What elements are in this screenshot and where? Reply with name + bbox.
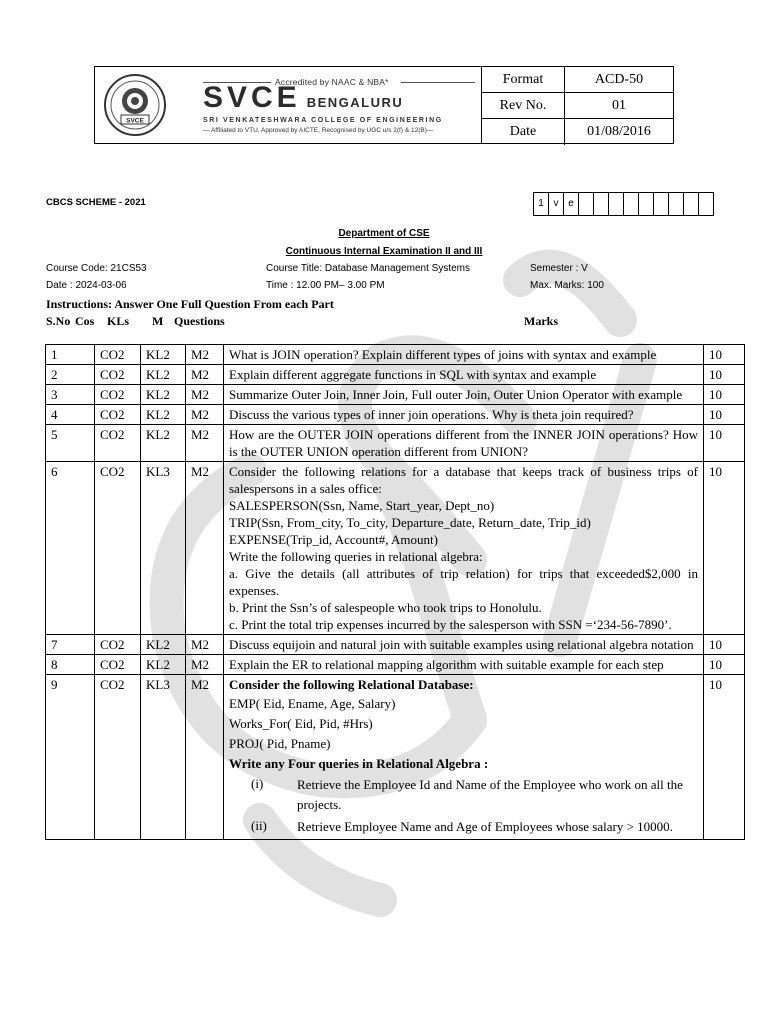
question-line: Consider the following relations for a database that keeps track of business trips of salespersons in a sales office:: [229, 464, 698, 496]
marks-cell: 10: [704, 462, 745, 635]
m-cell: M2: [186, 655, 224, 675]
usn-boxes[interactable]: [533, 192, 714, 216]
usn-box[interactable]: e: [564, 193, 579, 215]
table-row: [46, 365, 745, 385]
question-line: a. Give the details (all attributes of trip relation) for trips that exceeded$2,000 in expenses.: [229, 566, 698, 598]
question-heading: Consider the following Relational Database:: [229, 677, 474, 692]
relation-schema: EXPENSE(Trip_id, Account#, Amount): [229, 532, 438, 547]
kl-cell: KL3: [141, 675, 186, 840]
kl-cell: KL2: [141, 655, 186, 675]
usn-box[interactable]: [594, 193, 609, 215]
sno-cell: 6: [46, 462, 95, 635]
exam-time: Time : 12.00 PM– 3.00 PM: [266, 280, 385, 291]
college-name-row: [203, 83, 403, 113]
usn-box[interactable]: 1: [534, 193, 549, 215]
college-banner: [95, 67, 482, 143]
usn-box[interactable]: [639, 193, 654, 215]
column-header-cos: Cos: [75, 314, 95, 328]
table-row: [46, 675, 745, 840]
affiliation-text: — Affiliated to VTU, Approved by AICTE, Recognised by UGC u/s 2(f) & 12(B)—: [203, 127, 434, 134]
sno-cell: 7: [46, 635, 95, 655]
kl-cell: KL2: [141, 345, 186, 365]
table-row: [46, 345, 745, 365]
sno-cell: 3: [46, 385, 95, 405]
marks-cell: 10: [704, 365, 745, 385]
college-city: BENGALURU: [306, 95, 404, 110]
co-cell: CO2: [95, 385, 141, 405]
question-cell: [224, 462, 704, 635]
sno-cell: 1: [46, 345, 95, 365]
column-header-m: M: [152, 314, 164, 328]
m-cell: M2: [186, 365, 224, 385]
scheme-label: CBCS SCHEME - 2021: [46, 197, 146, 208]
college-full-name: SRI VENKATESHWARA COLLEGE OF ENGINEERING: [203, 117, 443, 124]
usn-box[interactable]: [699, 193, 713, 215]
svg-text:SVCE: SVCE: [126, 117, 144, 125]
sno-cell: 5: [46, 425, 95, 462]
question-line: b. Print the Ssn’s of salespeople who took trips to Honolulu.: [229, 600, 542, 615]
table-row: [46, 635, 745, 655]
item-number: (i): [251, 776, 264, 791]
date-value: 01/08/2016: [565, 119, 674, 146]
usn-box[interactable]: [669, 193, 684, 215]
kl-cell: KL2: [141, 635, 186, 655]
divider: [401, 82, 475, 83]
letterhead: [94, 66, 674, 144]
rev-value: 01: [565, 93, 674, 119]
table-row: [46, 385, 745, 405]
item-text: Retrieve the Employee Id and Name of the Employee who work on all the projects.: [297, 777, 683, 812]
rev-row: [482, 93, 673, 119]
format-row: [482, 67, 673, 93]
kl-cell: KL2: [141, 385, 186, 405]
item-text: Retrieve Employee Name and Age of Employees whose salary > 10000.: [297, 819, 673, 834]
question-line: c. Print the total trip expenses incurred by the salesperson with SSN =‘234-56-7890’.: [229, 617, 672, 632]
table-row: [46, 405, 745, 425]
m-cell: M2: [186, 462, 224, 635]
m-cell: M2: [186, 635, 224, 655]
format-label: Format: [482, 67, 565, 93]
list-item: [251, 817, 698, 837]
marks-cell: 10: [704, 425, 745, 462]
kl-cell: KL2: [141, 425, 186, 462]
rev-label: Rev No.: [482, 93, 565, 119]
sno-cell: 9: [46, 675, 95, 840]
relation-schema: EMP( Eid, Ename, Age, Salary): [229, 696, 396, 711]
marks-cell: 10: [704, 405, 745, 425]
usn-box[interactable]: [654, 193, 669, 215]
co-cell: CO2: [95, 655, 141, 675]
marks-cell: 10: [704, 345, 745, 365]
question-cell: How are the OUTER JOIN operations different from the INNER JOIN operations? How is the OUTER UNION operation different from UNION?: [224, 425, 704, 462]
questions-table: [45, 344, 745, 840]
question-subheading: Write any Four queries in Relational Algebra :: [229, 756, 489, 771]
kl-cell: KL3: [141, 462, 186, 635]
usn-box[interactable]: v: [549, 193, 564, 215]
question-cell: [224, 675, 704, 840]
date-row: [482, 119, 673, 146]
sno-cell: 2: [46, 365, 95, 385]
co-cell: CO2: [95, 345, 141, 365]
question-cell: Explain different aggregate functions in SQL with syntax and example: [224, 365, 704, 385]
m-cell: M2: [186, 425, 224, 462]
co-cell: CO2: [95, 425, 141, 462]
column-header-marks: Marks: [524, 314, 558, 328]
question-cell: Explain the ER to relational mapping algorithm with suitable example for each step: [224, 655, 704, 675]
course-code: Course Code: 21CS53: [46, 263, 147, 274]
exam-title: Continuous Internal Examination II and III: [285, 246, 483, 257]
usn-box[interactable]: [684, 193, 699, 215]
co-cell: CO2: [95, 675, 141, 840]
college-logo-icon: [103, 73, 167, 137]
co-cell: CO2: [95, 405, 141, 425]
exam-date: Date : 2024-03-06: [46, 280, 127, 291]
sno-cell: 8: [46, 655, 95, 675]
marks-cell: 10: [704, 385, 745, 405]
column-header-kls: KLs: [107, 314, 130, 328]
m-cell: M2: [186, 345, 224, 365]
instructions: Instructions: Answer One Full Question From each Part: [46, 297, 334, 311]
item-number: (ii): [251, 818, 267, 833]
m-cell: M2: [186, 405, 224, 425]
usn-box[interactable]: [609, 193, 624, 215]
question-line: Write the following queries in relational algebra:: [229, 549, 483, 564]
relation-schema: PROJ( Pid, Pname): [229, 736, 331, 751]
column-header-sno: S.No: [46, 314, 71, 328]
relation-schema: SALESPERSON(Ssn, Name, Start_year, Dept_no): [229, 498, 495, 513]
marks-cell: 10: [704, 635, 745, 655]
max-marks: Max. Marks: 100: [530, 280, 604, 291]
list-item: [251, 775, 698, 815]
college-short-name: SVCE: [203, 81, 301, 114]
format-table: [482, 67, 673, 145]
date-label: Date: [482, 119, 565, 146]
relation-schema: Works_For( Eid, Pid, #Hrs): [229, 716, 373, 731]
question-cell: What is JOIN operation? Explain different types of joins with syntax and example: [224, 345, 704, 365]
relation-schema: TRIP(Ssn, From_city, To_city, Departure_date, Return_date, Trip_id): [229, 515, 591, 530]
kl-cell: KL2: [141, 405, 186, 425]
kl-cell: KL2: [141, 365, 186, 385]
co-cell: CO2: [95, 365, 141, 385]
accreditation-text: Accredited by NAAC & NBA*: [275, 77, 389, 87]
usn-box[interactable]: [624, 193, 639, 215]
format-value: ACD-50: [565, 67, 674, 93]
marks-cell: 10: [704, 675, 745, 840]
usn-box[interactable]: [579, 193, 594, 215]
column-header-questions: Questions: [174, 314, 225, 328]
department-title: Department of CSE: [338, 228, 430, 239]
marks-cell: 10: [704, 655, 745, 675]
table-row: [46, 462, 745, 635]
course-title: Course Title: Database Management Systems: [266, 263, 470, 274]
sno-cell: 4: [46, 405, 95, 425]
table-row: [46, 425, 745, 462]
question-cell: Summarize Outer Join, Inner Join, Full outer Join, Outer Union Operator with example: [224, 385, 704, 405]
m-cell: M2: [186, 675, 224, 840]
semester: Semester : V: [530, 263, 588, 274]
co-cell: CO2: [95, 462, 141, 635]
question-cell: Discuss the various types of inner join operations. Why is theta join required?: [224, 405, 704, 425]
table-row: [46, 655, 745, 675]
question-cell: Discuss equijoin and natural join with suitable examples using relational algebra notation: [224, 635, 704, 655]
m-cell: M2: [186, 385, 224, 405]
co-cell: CO2: [95, 635, 141, 655]
